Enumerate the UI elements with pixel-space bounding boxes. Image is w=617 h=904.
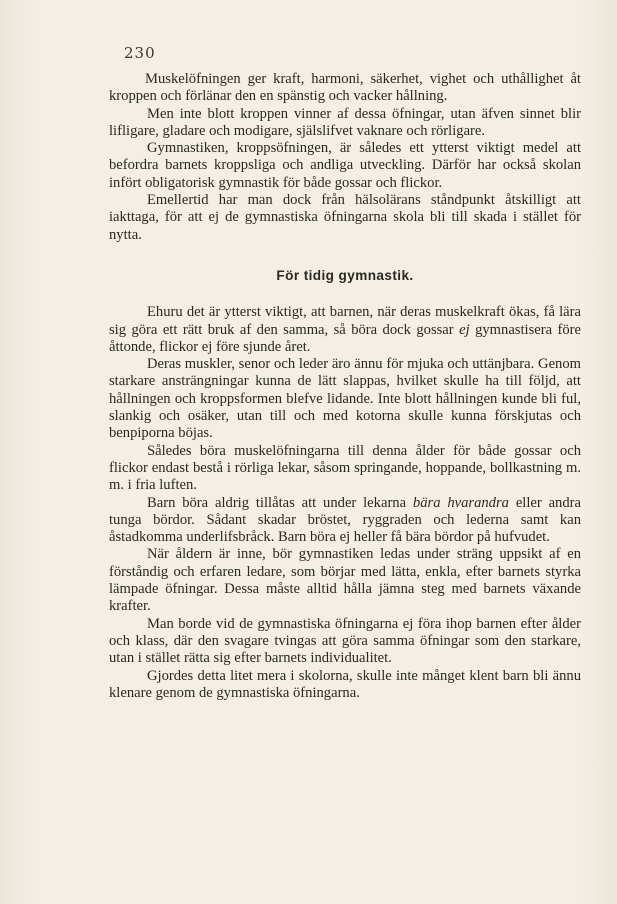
emphasis-text: ej	[459, 321, 470, 338]
paragraph: Deras muskler, senor och leder äro ännu för mjuka och uttänjbara. Genom starkare ansträngningar kunna de lätt slappas, hvilket skulle ha till följd, att hållningen och kroppsformen blefve lidande. Inte blott hållningen kunde bli ful, slankig och osäker, utan till och med kotorna skulle kunna förskjutas och benpiporna böjas.	[109, 356, 581, 442]
paragraph-text: Barn böra aldrig tillåtas att under lekarna	[147, 494, 413, 511]
page-body	[109, 71, 581, 702]
paragraph-text: Ehuru det är ytterst viktigt, att barnen, när deras muskelkraft ökas, få lära sig göra ett rätt bruk af den samma, så böra dock gossar	[109, 304, 581, 338]
paragraph: När åldern är inne, bör gymnastiken ledas under sträng uppsikt af en förståndig och erfaren ledare, som börjar med lätta, enkla, efter barnets styrka lämpade öfningar. Dessa måste alltid hålla jämna steg med barnets växande krafter.	[109, 546, 581, 615]
paragraph	[109, 495, 581, 547]
paragraph: Gymnastiken, kroppsöfningen, är således ett ytterst viktigt medel att befordra barnets kroppsliga och andliga utveckling. Därför har också skolan infört obligatorisk gymnastik för både gossar och flickor.	[109, 140, 581, 191]
page-number: 230	[124, 44, 156, 62]
paragraph	[109, 304, 581, 356]
paragraph: Muskelöfningen ger kraft, harmoni, säkerhet, vighet och uthållighet åt kroppen och förlänar den en spänstig och vacker hållning.	[109, 71, 581, 105]
paragraph: Emellertid har man dock från hälsolärans ståndpunkt åtskilligt att iakttaga, för att ej de gymnastiska öfningarna skola bli till skada i stället för nytta.	[109, 192, 581, 243]
paragraph: Gjordes detta litet mera i skolorna, skulle inte månget klent barn bli ännu klenare genom de gymnastiska öfningarna.	[109, 667, 581, 701]
paragraph-text: eller andra tunga bördor. Sådant skadar bröstet, ryggraden och lederna samt kan åstadkomma underlifsbråck. Barn böra ej heller få bära bördor på hufvudet.	[109, 494, 581, 546]
paragraph: Således böra muskelöfningarna till denna ålder för både gossar och flickor endast bestå i rörliga lekar, såsom springande, hoppande, bollkastning m. m. i fria luften.	[109, 442, 581, 494]
paragraph: Man borde vid de gymnastiska öfningarna ej föra ihop barnen efter ålder och klass, där den svagare tvingas att göra samma öfningar som den starkare, utan i stället rätta sig efter barnets individualitet.	[109, 615, 581, 667]
paragraph: Men inte blott kroppen vinner af dessa öfningar, utan äfven sinnet blir lifligare, gladare och modigare, själslifvet vaknare och rörligare.	[109, 105, 581, 139]
paragraph-text: gymnastisera före åttonde, flickor ej före sjunde året.	[109, 321, 582, 355]
emphasis-text: bära hvarandra	[412, 494, 509, 511]
section-heading: För tidig gymnastik.	[276, 267, 414, 283]
